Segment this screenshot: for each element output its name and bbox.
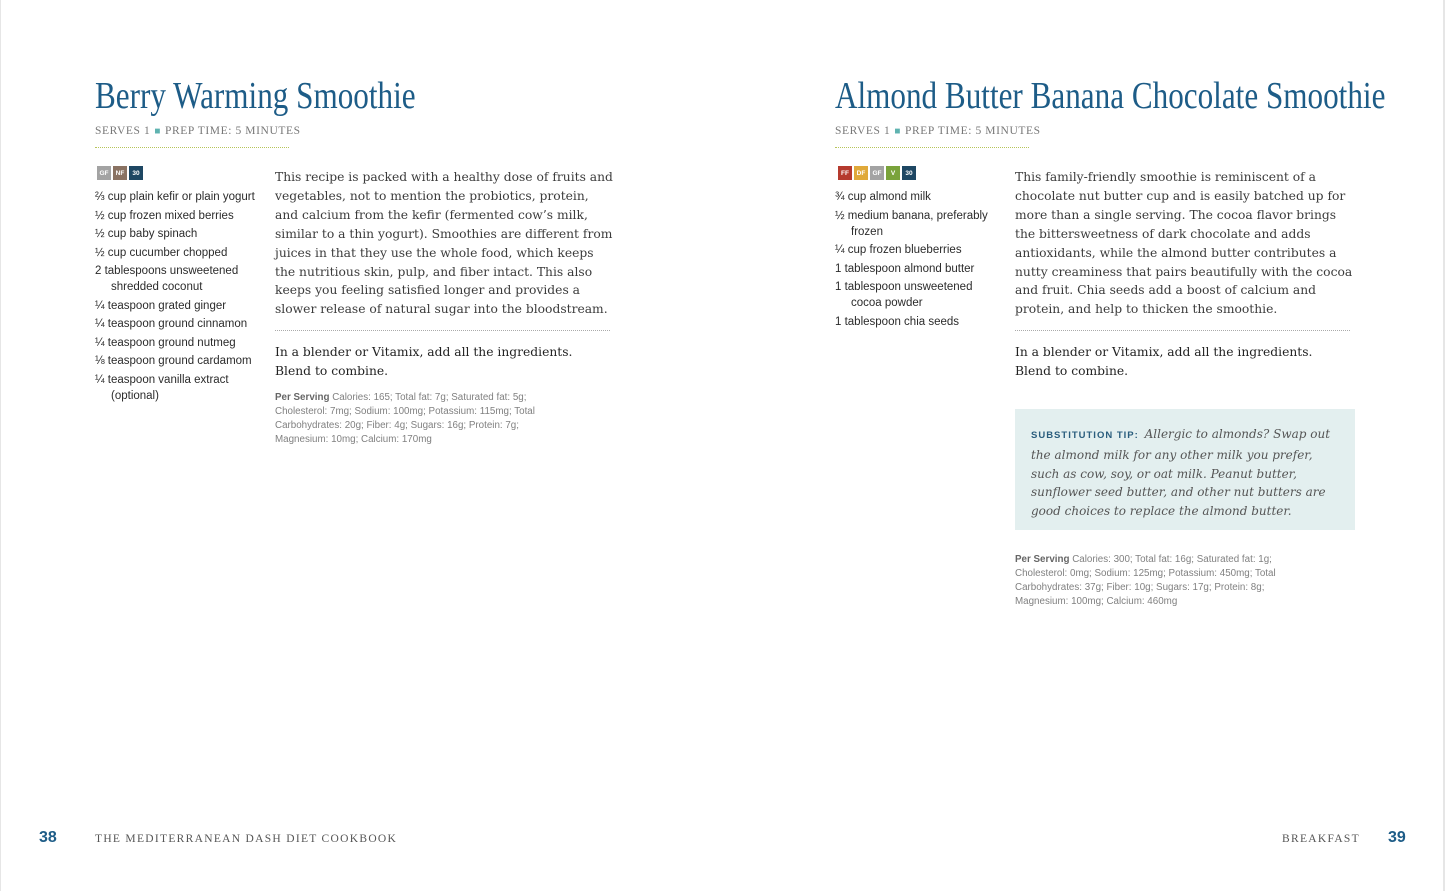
ingredient-item: ½ cup frozen mixed berries	[95, 209, 234, 222]
recipe-method-right: In a blender or Vitamix, add all the ingredients. Blend to combine.	[1015, 345, 1313, 378]
recipe-intro-left: This recipe is packed with a healthy dose of fruits and vegetables, not to mention the probiotics, protein, and calcium from the kefir (fermented cow’s milk, similar to a thin yogurt). Smoothies are different from juices in that they use the whole food, which keeps the nutritious skin, pulp, and fiber intact. This also keeps you feeling satisfied longer and provides a slower release of natural sugar into the bloodstream.	[275, 170, 613, 317]
diet-badges-left	[97, 166, 143, 180]
ingredient-item: ¼ teaspoon vanilla extract (optional)	[95, 373, 229, 402]
substitution-tip	[1031, 425, 1339, 521]
diet-badges-right	[838, 166, 916, 180]
ingredients-list-right	[835, 189, 995, 332]
running-head-left: THE MEDITERRANEAN DASH DIET COOKBOOK	[95, 833, 398, 845]
ingredient-item: ¼ teaspoon ground nutmeg	[95, 336, 236, 349]
ingredient-item: ½ cup cucumber chopped	[95, 246, 228, 259]
ingredient-item: ¼ cup frozen blueberries	[835, 244, 962, 256]
nutrition-info-left	[275, 391, 575, 447]
diet-badge-gf: GF	[870, 166, 884, 180]
nutrition-label: Per Serving	[1015, 554, 1070, 565]
prep-time-text: PREP TIME: 5 MINUTES	[164, 125, 301, 137]
page-number-right: 39	[1388, 829, 1406, 846]
page-edge-left	[0, 0, 1, 891]
serves-text: SERVES 1	[835, 125, 891, 137]
substitution-tip-box	[1015, 409, 1355, 530]
tip-text: Allergic to almonds? Swap out the almond milk for any other milk you prefer, such as cow, soy, or oat milk. Peanut butter, sunflower seed butter, and other nut butters are good choices to replace the almond butter.	[1031, 427, 1331, 519]
separator-dot-icon: ■	[154, 126, 161, 137]
running-head-right: BREAKFAST	[1282, 833, 1360, 845]
divider-right	[1015, 330, 1350, 331]
tip-label: SUBSTITUTION TIP:	[1031, 430, 1139, 441]
divider-left	[275, 330, 610, 331]
ingredient-item: 1 tablespoon unsweetened cocoa powder	[835, 281, 973, 309]
diet-badge-ff: FF	[838, 166, 852, 180]
diet-badge-gf: GF	[97, 166, 111, 180]
ingredient-item: 1 tablespoon almond butter	[835, 262, 975, 275]
ingredient-item: 1 tablespoon chia seeds	[835, 315, 960, 328]
recipe-method-left: In a blender or Vitamix, add all the ingredients. Blend to combine.	[275, 345, 573, 378]
ingredient-item: ⅔ cup plain kefir or plain yogurt	[95, 191, 255, 203]
diet-badge-30: 30	[129, 166, 143, 180]
diet-badge-nf: NF	[113, 166, 127, 180]
diet-badge-v: V	[886, 166, 900, 180]
page-number-left: 38	[39, 829, 57, 846]
nutrition-label: Per Serving	[275, 392, 330, 403]
ingredient-item: ¾ cup almond milk	[835, 191, 931, 203]
ingredients-list-left	[95, 189, 260, 406]
ingredient-item: ¼ teaspoon ground cinnamon	[95, 318, 248, 330]
ingredient-item: 2 tablespoons unsweetened shredded coconut	[95, 265, 239, 293]
ingredient-item: ½ medium banana, preferably frozen	[835, 209, 988, 238]
separator-dot-icon: ■	[894, 126, 901, 137]
ingredient-item: ⅛ teaspoon ground cardamom	[95, 355, 252, 367]
diet-badge-30: 30	[902, 166, 916, 180]
prep-time-text: PREP TIME: 5 MINUTES	[904, 125, 1041, 137]
ingredient-item: ½ cup baby spinach	[95, 228, 198, 240]
diet-badge-df: DF	[854, 166, 868, 180]
recipe-meta-left	[95, 125, 301, 148]
recipe-title-left: Berry Warming Smoothie	[95, 75, 416, 117]
recipe-intro-right: This family-friendly smoothie is reminiscent of a chocolate nut butter cup and is easily batched up for more than a single serving. The cocoa flavor brings the bittersweetness of dark chocolate and adds antioxidants, while the almond butter contributes a nutty creaminess that pairs beautifully with the cocoa and fruit. Chia seeds add a boost of calcium and protein, and help to thicken the smoothie.	[1015, 170, 1353, 317]
nutrition-info-right	[1015, 553, 1315, 609]
serves-text: SERVES 1	[95, 125, 151, 137]
recipe-title-right: Almond Butter Banana Chocolate Smoothie	[835, 75, 1386, 117]
nutrition-values: Calories: 300; Total fat: 16g; Saturated fat: 1g; Cholesterol: 0mg; Sodium: 125mg; Potassium: 450mg; Total Carbohydrates: 37g; Fiber: 10g; Sugars: 17g; Protein: 8g; Magnesium: 100mg; Calcium: 460mg	[1015, 554, 1276, 607]
nutrition-values: Calories: 165; Total fat: 7g; Saturated fat: 5g; Cholesterol: 7mg; Sodium: 100mg; Potassium: 115mg; Total Carbohydrates: 20g; Fiber: 4g; Sugars: 16g; Protein: 7g; Magnesium: 10mg; Calcium: 170mg	[275, 392, 535, 445]
recipe-meta-right	[835, 125, 1041, 148]
ingredient-item: ¼ teaspoon grated ginger	[95, 299, 227, 312]
